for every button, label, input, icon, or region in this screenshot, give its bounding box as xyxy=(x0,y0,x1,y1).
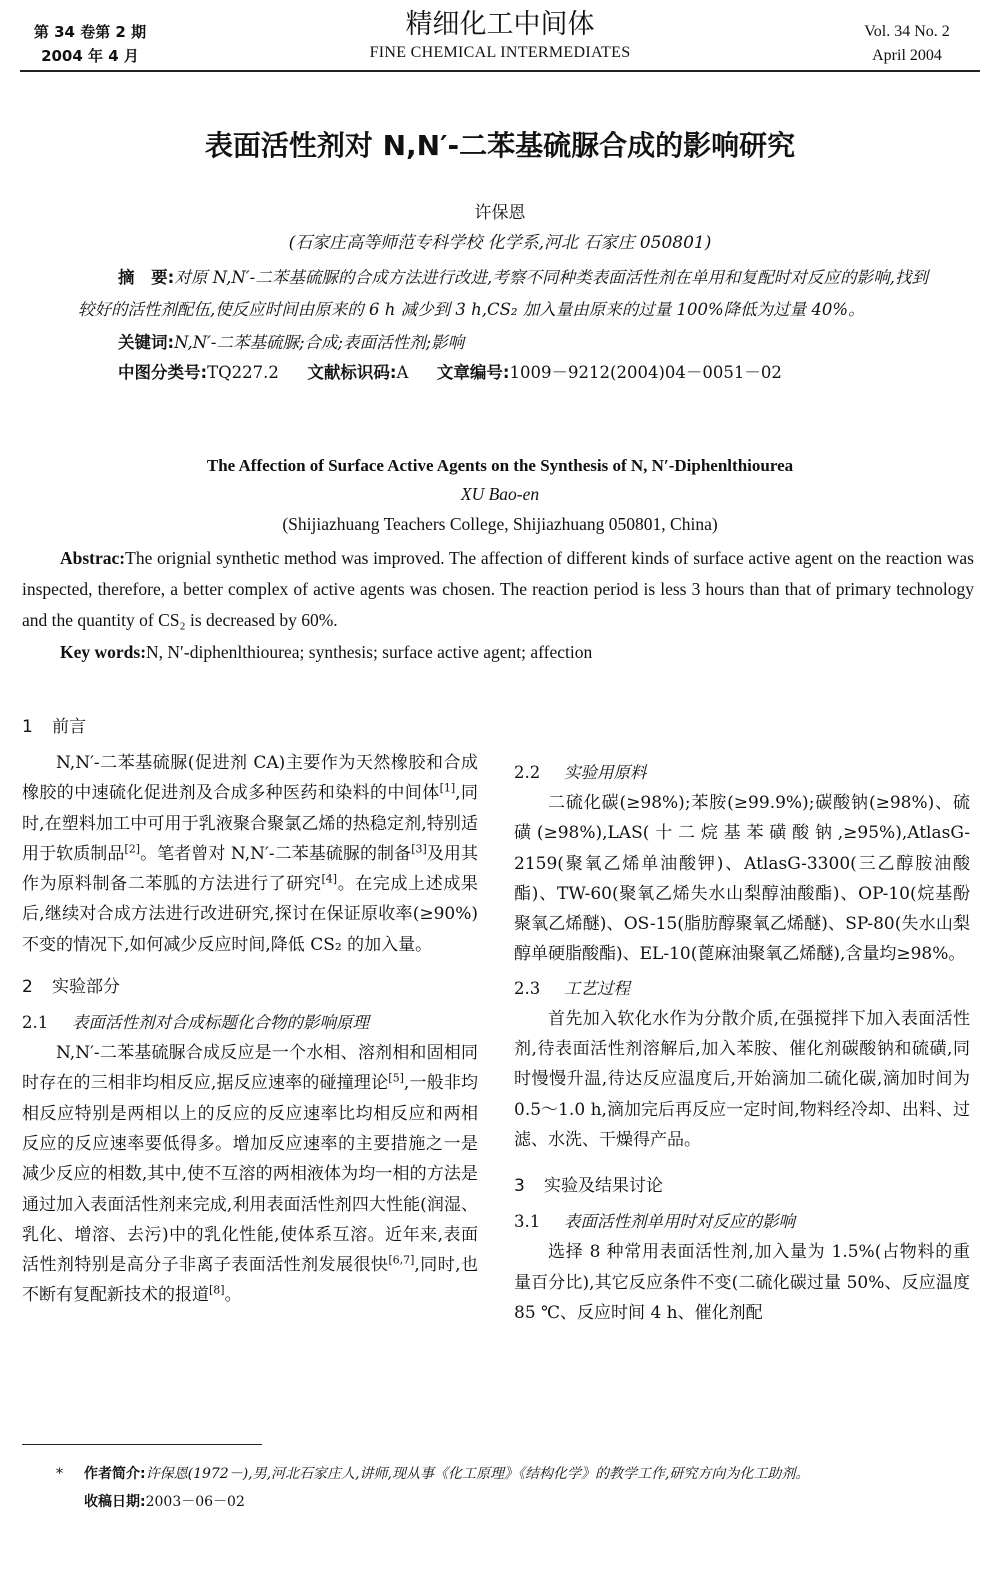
section-2-3-paragraph: 首先加入软化水作为分散介质,在强搅拌下加入表面活性剂,待表面活性剂溶解后,加入苯胺、催化剂碳酸钠和硫磺,同时慢慢升温,待达反应温度后,开始滴加二硫化碳,滴加时间为 0.5～1.0 h,滴加完后再反应一定时间,物料经冷却、出料、过滤、水洗、干燥得产品。 xyxy=(514,1008,970,1150)
keywords-en xyxy=(60,638,980,666)
keywords-cn-text: N,N′-二苯基硫脲;合成;表面活性剂;影响 xyxy=(174,333,465,352)
doc-code-value: A xyxy=(396,363,409,382)
abstract-cn xyxy=(78,262,928,388)
header-center xyxy=(300,8,700,64)
paper-title-en: The Affection of Surface Active Agents on the Synthesis of N, N′-Diphenlthiourea xyxy=(206,456,794,475)
clc-label: 中图分类号: xyxy=(118,363,208,382)
affiliation-cn: (石家庄高等师范专科学校 化学系,河北 石家庄 050801) xyxy=(288,233,712,253)
citation-ref: [3] xyxy=(411,842,427,856)
header-right xyxy=(852,20,962,68)
section-1-paragraph: N,N′-二苯基硫脲(促进剂 CA)主要作为天然橡胶和合成橡胶的中速硫化促进剂及合成多种医药和染料的中间体[1],同时,在塑料加工中可用于乳液聚合聚氯乙烯的热稳定剂,特别适用于软质制品[2]。笔者曾对 N,N′-二苯基硫脲的制备[3]及用其作为原料制备二苯胍的方法进行了研究[4]。在完成上述成果后,继续对合成方法进行改进研究,探讨在保证原收率(≥90%)不变的情况下,如何减少反应时间,降低 CS₂ 的加入量。 xyxy=(22,753,479,955)
section-2-1-heading: 2.1 表面活性剂对合成标题化合物的影响原理 xyxy=(22,1013,369,1033)
section-2-1-paragraph: N,N′-二苯基硫脲合成反应是一个水相、溶剂相和固相同时存在的三相非均相反应,据反应速率的碰撞理论[5],一般非均相反应特别是两相以上的反应的反应速率比均相反应和两相反应的反应速率要低得多。增加反应速率的主要措施之一是减少反应的相数,其中,使不互溶的两相液体为均一相的方法是通过加入表面活性剂来完成,利用表面活性剂四大性能(润湿、乳化、增溶、去污)中的乳化性能,使体系互溶。近年来,表面活性剂特别是高分子非离子表面活性剂发展很快[6,7],同时,也不断有复配新技术的报道[8]。 xyxy=(22,1043,479,1306)
citation-ref: [1] xyxy=(439,781,456,795)
journal-name-cn: 精细化工中间体 xyxy=(405,9,595,40)
paper-title-cn: 表面活性剂对 N,N′-二苯基硫脲合成的影响研究 xyxy=(204,129,796,162)
section-3-1-paragraph: 选择 8 种常用表面活性剂,加入量为 1.5%(占物料的重量百分比),其它反应条件不变(二硫化碳过量 50%、反应温度 85 ℃、反应时间 4 h、催化剂配 xyxy=(514,1242,970,1323)
section-2-2-heading: 2.2 实验用原料 xyxy=(514,763,647,782)
volume-issue-cn: 第 34 卷第 2 期 xyxy=(33,23,147,41)
section-3-heading: 3 实验及结果讨论 xyxy=(514,1176,663,1197)
abstract-en-label: Abstrac: xyxy=(60,548,126,568)
keywords-en-text: N, N′-diphenlthiourea; synthesis; surface active agent; affection xyxy=(146,642,593,662)
author-cn: 许保恩 xyxy=(474,203,526,223)
journal-name-en: FINE CHEMICAL INTERMEDIATES xyxy=(369,44,631,61)
volume-issue-en: Vol. 34 No. 2 xyxy=(864,23,950,40)
abstract-cn-label: 摘 要: xyxy=(118,268,175,287)
received-value: 2003－06－02 xyxy=(145,1494,245,1510)
section-2-2-paragraph: 二硫化碳(≥98%);苯胺(≥99.9%);碳酸钠(≥98%)、硫磺(≥98%),LAS(十二烷基苯磺酸钠,≥95%),AtlasG-2159(聚氧乙烯单油酸钾)、AtlasG-3300(三乙醇胺油酸酯)、TW-60(聚氧乙烯失水山梨醇油酸酯)、OP-10(烷基酚聚氧乙烯醚)、OS-15(脂肪醇聚氧乙烯醚)、SP-80(失水山梨醇单硬脂酸酯)、EL-10(蓖麻油聚氧乙烯醚),含量均≥98%。 xyxy=(514,793,970,965)
abstract-cn-body xyxy=(78,262,928,326)
date-cn: 2004 年 4 月 xyxy=(41,47,139,65)
doc-code-label: 文献标识码: xyxy=(307,363,397,382)
affiliation-en: (Shijiazhuang Teachers College, Shijiazhuang 050801, China) xyxy=(282,514,718,534)
author-en: XU Bao-en xyxy=(460,484,540,504)
footnote-author-bio xyxy=(56,1462,976,1486)
date-en: April 2004 xyxy=(872,47,942,64)
citation-ref: [2] xyxy=(124,842,141,856)
footnote-star: * xyxy=(56,1466,63,1482)
header-rule xyxy=(20,70,980,72)
article-no-label: 文章编号: xyxy=(436,363,510,382)
abstract-cn-text: 对原 N,N′-二苯基硫脲的合成方法进行改进,考察不同种类表面活性剂在单用和复配时对反应的影响,找到较好的活性剂配伍,使反应时间由原来的 6 h 减少到 3 h,CS₂ 加入量由原来的过量 100%降低为过量 40%。 xyxy=(78,268,928,319)
citation-ref: [8] xyxy=(209,1283,225,1297)
section-3-1-heading: 3.1 表面活性剂单用时对反应的影响 xyxy=(514,1212,795,1232)
header-left xyxy=(30,20,150,68)
keywords-cn-label: 关键词: xyxy=(118,333,175,352)
section-2-heading: 2 实验部分 xyxy=(22,977,120,998)
clc-value: TQ227.2 xyxy=(207,363,279,382)
bio-label: 作者简介: xyxy=(84,1466,146,1482)
abstract-en xyxy=(22,543,974,636)
body-column-right xyxy=(514,700,970,1328)
abstract-en-text: The orignial synthetic method was improved. The affection of different kinds of surface active agent on the reaction was inspected, therefore, a better complex of active agents was chosen. The reaction period is less 3 hours than that of primary technology and the quantity of CS₂ is decreased by 60%. xyxy=(22,548,974,630)
bio-text: 许保恩(1972－),男,河北石家庄人,讲师,现从事《化工原理》《结构化学》的教学工作,研究方向为化工助剂。 xyxy=(145,1466,810,1482)
classification-line xyxy=(78,358,928,388)
footnote-received-date xyxy=(84,1490,684,1514)
article-no-value: 1009－9212(2004)04－0051－02 xyxy=(509,363,782,382)
citation-ref: [6,7] xyxy=(388,1253,415,1267)
citation-ref: [4] xyxy=(321,872,338,886)
keywords-cn xyxy=(78,328,928,358)
body-column-left xyxy=(22,712,478,1311)
footnote-rule xyxy=(22,1444,262,1445)
section-2-3-heading: 2.3 工艺过程 xyxy=(514,978,630,998)
keywords-en-label: Key words: xyxy=(60,642,147,662)
section-1-heading: 1 前言 xyxy=(22,717,86,737)
citation-ref: [5] xyxy=(388,1071,404,1085)
received-label: 收稿日期: xyxy=(84,1494,146,1510)
